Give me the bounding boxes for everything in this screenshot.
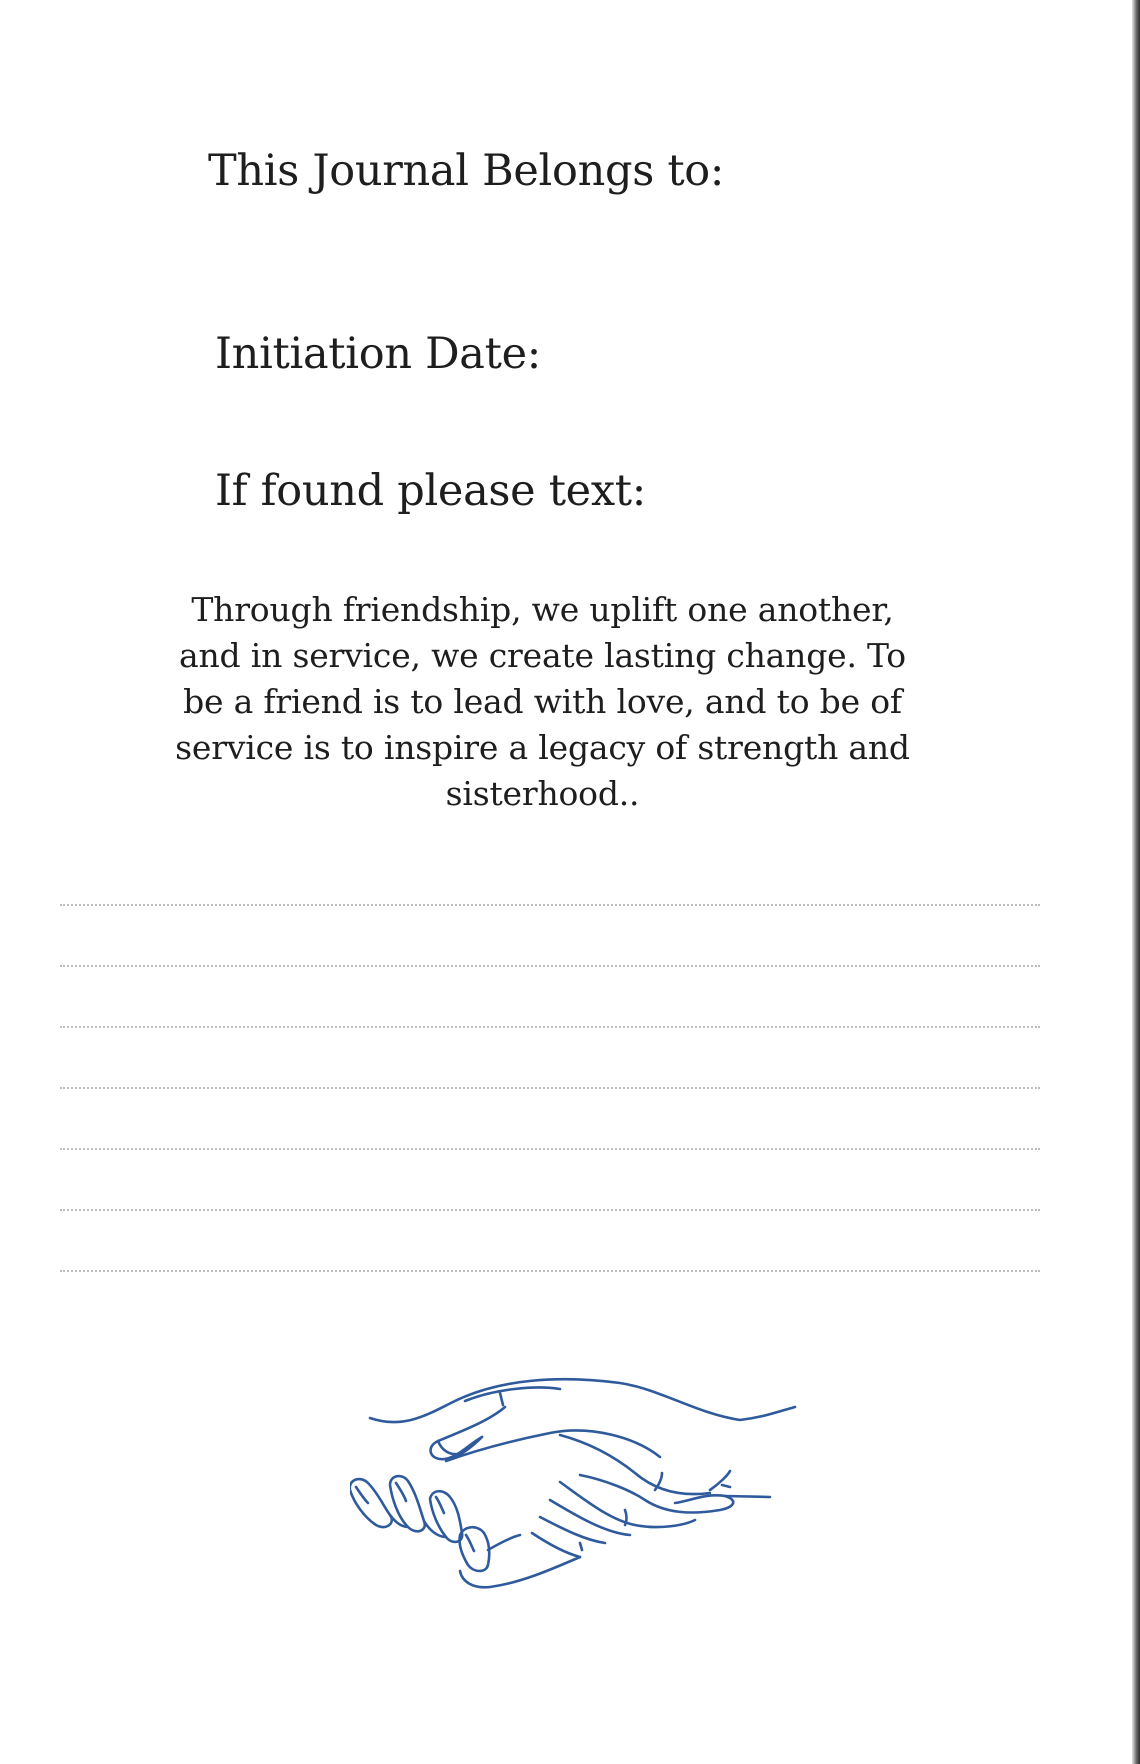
writing-line[interactable] <box>60 1087 1040 1148</box>
writing-line[interactable] <box>60 1270 1040 1331</box>
motto-text: Through friendship, we uplift one another, and in service, we create lasting change. To be a friend is to lead with love, and to be of service is to inspire a legacy of strength and sisterhood.. <box>175 590 910 813</box>
writing-line[interactable] <box>60 1209 1040 1270</box>
writing-lines <box>60 904 1040 1331</box>
initiation-date-label: Initiation Date: <box>215 329 541 379</box>
handshake-icon <box>350 1375 800 1675</box>
writing-line[interactable] <box>60 904 1040 965</box>
owner-label: This Journal Belongs to: <box>208 146 725 196</box>
writing-line[interactable] <box>60 1148 1040 1209</box>
writing-line[interactable] <box>60 965 1040 1026</box>
page-edge-shadow <box>1132 0 1140 1764</box>
writing-line[interactable] <box>60 1026 1040 1087</box>
found-contact-label: If found please text: <box>215 466 646 516</box>
